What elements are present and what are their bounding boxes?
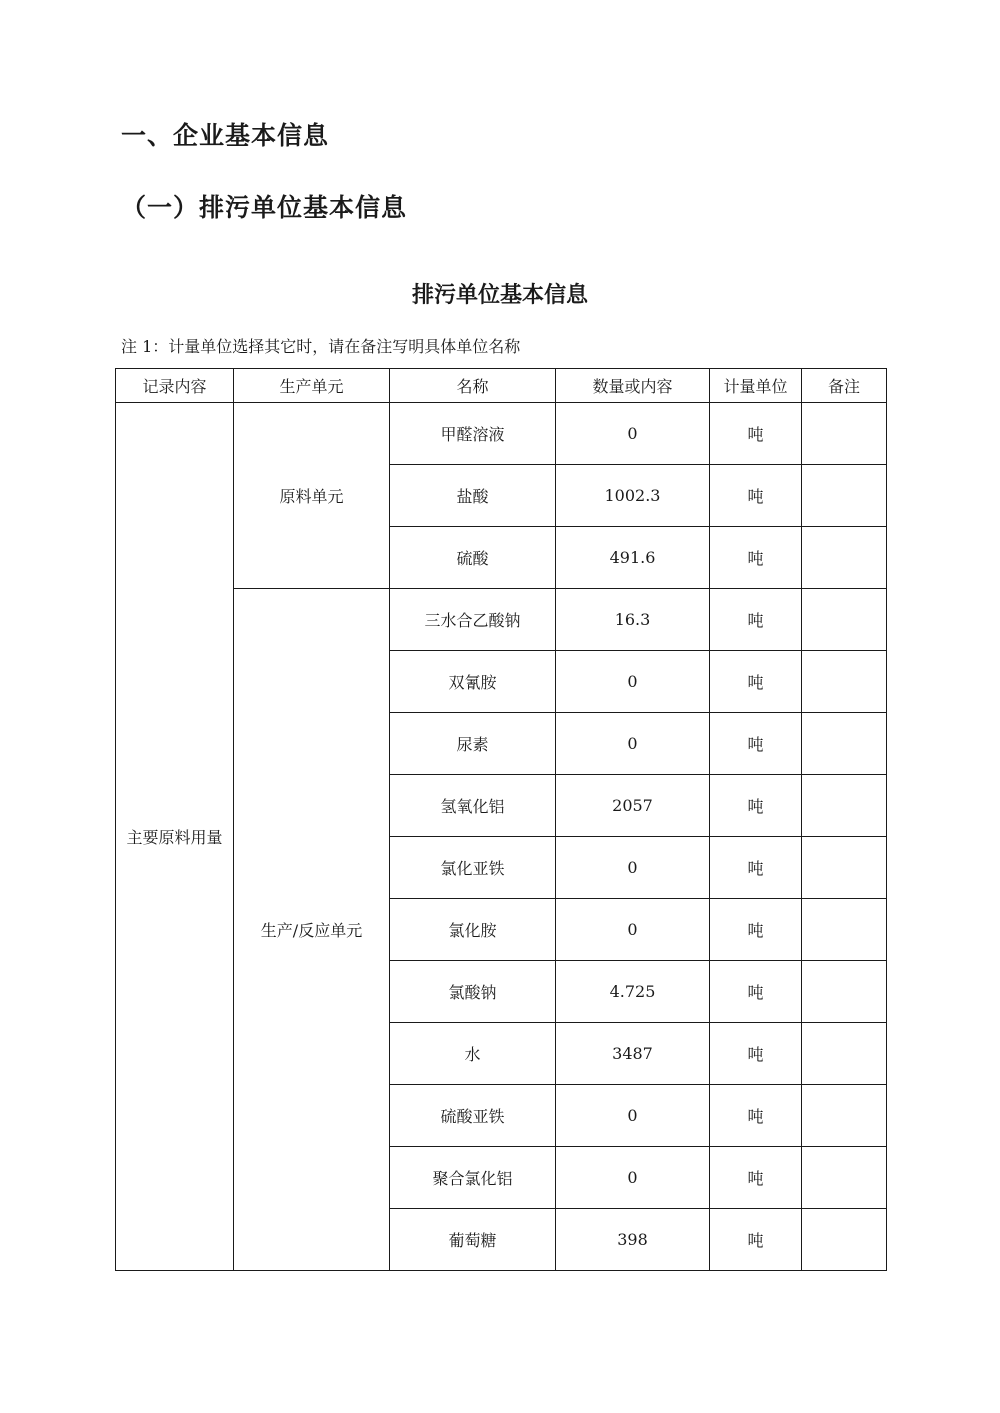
- header-remark: 备注: [802, 369, 887, 403]
- cell-remark: [802, 961, 887, 1023]
- cell-name: 葡萄糖: [390, 1209, 556, 1271]
- cell-remark: [802, 713, 887, 775]
- header-name: 名称: [390, 369, 556, 403]
- table-note: 注 1：计量单位选择其它时，请在备注写明具体单位名称: [121, 337, 521, 356]
- cell-value: 0: [556, 1085, 710, 1147]
- cell-unit: 吨: [710, 651, 802, 713]
- header-production-unit: 生产单元: [234, 369, 390, 403]
- cell-unit: 吨: [710, 837, 802, 899]
- cell-value: 0: [556, 837, 710, 899]
- cell-unit: 吨: [710, 1085, 802, 1147]
- cell-name: 双氰胺: [390, 651, 556, 713]
- cell-unit: 吨: [710, 1209, 802, 1271]
- cell-value: 398: [556, 1209, 710, 1271]
- cell-remark: [802, 527, 887, 589]
- cell-value: 1002.3: [556, 465, 710, 527]
- cell-unit: 吨: [710, 1147, 802, 1209]
- cell-remark: [802, 1085, 887, 1147]
- cell-unit: 吨: [710, 403, 802, 465]
- cell-unit: 吨: [710, 713, 802, 775]
- cell-name: 硫酸: [390, 527, 556, 589]
- cell-value: 0: [556, 651, 710, 713]
- table-row: [116, 403, 887, 465]
- cell-remark: [802, 589, 887, 651]
- cell-unit: 吨: [710, 465, 802, 527]
- cell-name: 氯化亚铁: [390, 837, 556, 899]
- cell-remark: [802, 775, 887, 837]
- cell-value: 16.3: [556, 589, 710, 651]
- cell-unit: 吨: [710, 899, 802, 961]
- cell-remark: [802, 1023, 887, 1085]
- cell-name: 氯酸钠: [390, 961, 556, 1023]
- cell-remark: [802, 1209, 887, 1271]
- cell-name: 氢氧化铝: [390, 775, 556, 837]
- cell-name: 硫酸亚铁: [390, 1085, 556, 1147]
- header-quantity: 数量或内容: [556, 369, 710, 403]
- cell-unit: 吨: [710, 961, 802, 1023]
- cell-remark: [802, 651, 887, 713]
- cell-remark: [802, 837, 887, 899]
- production-unit-cell: 生产/反应单元: [234, 589, 390, 1271]
- cell-unit: 吨: [710, 589, 802, 651]
- cell-name: 盐酸: [390, 465, 556, 527]
- table-body: [116, 403, 887, 1271]
- cell-name: 三水合乙酸钠: [390, 589, 556, 651]
- cell-name: 尿素: [390, 713, 556, 775]
- cell-value: 2057: [556, 775, 710, 837]
- cell-unit: 吨: [710, 775, 802, 837]
- cell-value: 4.725: [556, 961, 710, 1023]
- cell-value: 0: [556, 1147, 710, 1209]
- production-unit-cell: 原料单元: [234, 403, 390, 589]
- cell-remark: [802, 465, 887, 527]
- cell-name: 氯化胺: [390, 899, 556, 961]
- cell-value: 0: [556, 403, 710, 465]
- table-header-row: [116, 369, 887, 403]
- cell-name: 甲醛溶液: [390, 403, 556, 465]
- table-title: 排污单位基本信息: [411, 283, 588, 308]
- header-record-content: 记录内容: [116, 369, 234, 403]
- cell-value: 0: [556, 713, 710, 775]
- cell-unit: 吨: [710, 1023, 802, 1085]
- section-heading: 一、企业基本信息: [121, 121, 330, 150]
- cell-unit: 吨: [710, 527, 802, 589]
- cell-value: 3487: [556, 1023, 710, 1085]
- cell-name: 水: [390, 1023, 556, 1085]
- cell-remark: [802, 899, 887, 961]
- basic-info-table: [115, 368, 887, 1271]
- cell-remark: [802, 1147, 887, 1209]
- cell-remark: [802, 403, 887, 465]
- cell-value: 491.6: [556, 527, 710, 589]
- record-content-cell: 主要原料用量: [116, 403, 234, 1271]
- cell-name: 聚合氯化铝: [390, 1147, 556, 1209]
- cell-value: 0: [556, 899, 710, 961]
- header-measure-unit: 计量单位: [710, 369, 802, 403]
- subsection-heading: （一）排污单位基本信息: [121, 193, 408, 222]
